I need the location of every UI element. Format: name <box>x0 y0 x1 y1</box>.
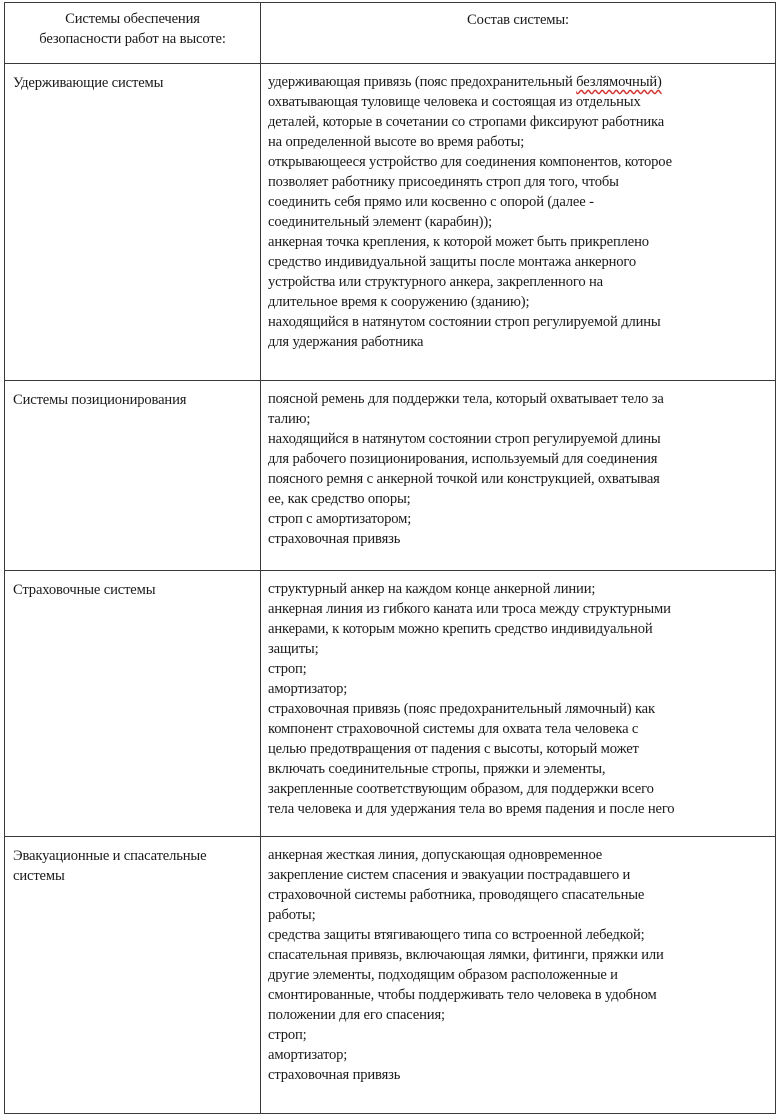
composition-line: строп; <box>268 661 307 677</box>
system-name-cell <box>5 64 261 381</box>
system-name-cell <box>5 837 261 1114</box>
system-name-cell <box>5 571 261 837</box>
composition-cell <box>261 381 776 571</box>
composition-line: закрепленные соответствующим образом, для поддержки всего <box>268 781 654 797</box>
composition-line: анкерная жесткая линия, допускающая одновременное <box>268 847 603 863</box>
composition-line: для рабочего позиционирования, используемый для соединения <box>268 451 658 467</box>
composition-line: устройства или структурного анкера, закрепленного на <box>268 274 603 290</box>
composition-line: позволяет работнику присоединять строп для того, чтобы <box>268 174 619 190</box>
composition-line: страховочная привязь <box>268 1067 401 1083</box>
system-name: системы <box>13 868 65 884</box>
system-name: Системы позиционирования <box>13 392 187 408</box>
table-row <box>5 571 776 837</box>
composition-line: деталей, которые в сочетании со стропами фиксируют работника <box>268 114 665 130</box>
composition-line: охватывающая туловище человека и состоящая из отдельных <box>268 94 641 110</box>
composition-line: соединить себя прямо или косвенно с опорой (далее - <box>268 194 594 210</box>
composition-line: поясного ремня с анкерной точкой или конструкцией, охватывая <box>268 471 660 487</box>
composition-cell <box>261 571 776 837</box>
composition-line: тела человека и для удержания тела во время падения и после него <box>268 801 675 817</box>
composition-line: соединительный элемент (карабин)); <box>268 214 492 230</box>
composition-line: амортизатор; <box>268 1047 348 1063</box>
composition-line: ее, как средство опоры; <box>268 491 411 507</box>
composition-line: страховочная привязь <box>268 531 401 547</box>
composition-line: страховочная привязь (пояс предохранительный лямочный) как <box>268 701 655 717</box>
composition-fragment-spellcheck: безлямочный) <box>576 74 662 90</box>
composition-line: талию; <box>268 411 311 427</box>
table-header-row <box>5 3 776 64</box>
composition-line: анкерами, к которым можно крепить средство индивидуальной <box>268 621 653 637</box>
composition-line: на определенной высоте во время работы; <box>268 134 525 150</box>
composition-line <box>268 72 771 92</box>
composition-line: включать соединительные стропы, пряжки и элементы, <box>268 761 606 777</box>
composition-line: амортизатор; <box>268 681 348 697</box>
composition-line: структурный анкер на каждом конце анкерной линии; <box>268 581 596 597</box>
header-systems <box>5 3 261 64</box>
composition-line: строп с амортизатором; <box>268 511 412 527</box>
composition-line: смонтированные, чтобы поддерживать тело человека в удобном <box>268 987 657 1003</box>
composition-line: защиты; <box>268 641 319 657</box>
composition-line: страховочной системы работника, проводящего спасательные <box>268 887 645 903</box>
header-systems-line: Системы обеспечения <box>65 11 200 27</box>
composition-line: средства защиты втягивающего типа со встроенной лебедкой; <box>268 927 645 943</box>
system-name-cell <box>5 381 261 571</box>
composition-line: средство индивидуальной защиты после монтажа анкерного <box>268 254 637 270</box>
composition-line: поясной ремень для поддержки тела, который охватывает тело за <box>268 391 664 407</box>
composition-line: анкерная линия из гибкого каната или троса между структурными <box>268 601 671 617</box>
composition-cell <box>261 837 776 1114</box>
composition-line: спасательная привязь, включающая лямки, фитинги, пряжки или <box>268 947 664 963</box>
composition-line: работы; <box>268 907 316 923</box>
system-name: Страховочные системы <box>13 582 156 598</box>
composition-line: положении для его спасения; <box>268 1007 445 1023</box>
composition-line: открывающееся устройство для соединения компонентов, которое <box>268 154 672 170</box>
composition-line: анкерная точка крепления, к которой может быть прикреплено <box>268 234 649 250</box>
table-row <box>5 837 776 1114</box>
composition-line: находящийся в натянутом состоянии строп регулируемой длины <box>268 431 661 447</box>
header-composition-label: Состав системы: <box>467 12 569 28</box>
composition-line: находящийся в натянутом состоянии строп регулируемой длины <box>268 314 661 330</box>
composition-line: закрепление систем спасения и эвакуации пострадавшего и <box>268 867 631 883</box>
table-row <box>5 64 776 381</box>
composition-line: целью предотвращения от падения с высоты, который может <box>268 741 639 757</box>
composition-line: длительное время к сооружению (зданию); <box>268 294 530 310</box>
header-composition <box>261 3 776 64</box>
safety-systems-table <box>4 2 776 1114</box>
composition-cell <box>261 64 776 381</box>
composition-fragment: удерживающая привязь (пояс предохранительный <box>268 74 573 90</box>
system-name: Удерживающие системы <box>13 75 164 91</box>
system-name: Эвакуационные и спасательные <box>13 848 207 864</box>
composition-line: другие элементы, подходящим образом расположенные и <box>268 967 618 983</box>
composition-line: компонент страховочной системы для охвата тела человека с <box>268 721 639 737</box>
composition-line: для удержания работника <box>268 334 424 350</box>
header-systems-line: безопасности работ на высоте: <box>39 31 226 47</box>
composition-line: строп; <box>268 1027 307 1043</box>
table-row <box>5 381 776 571</box>
